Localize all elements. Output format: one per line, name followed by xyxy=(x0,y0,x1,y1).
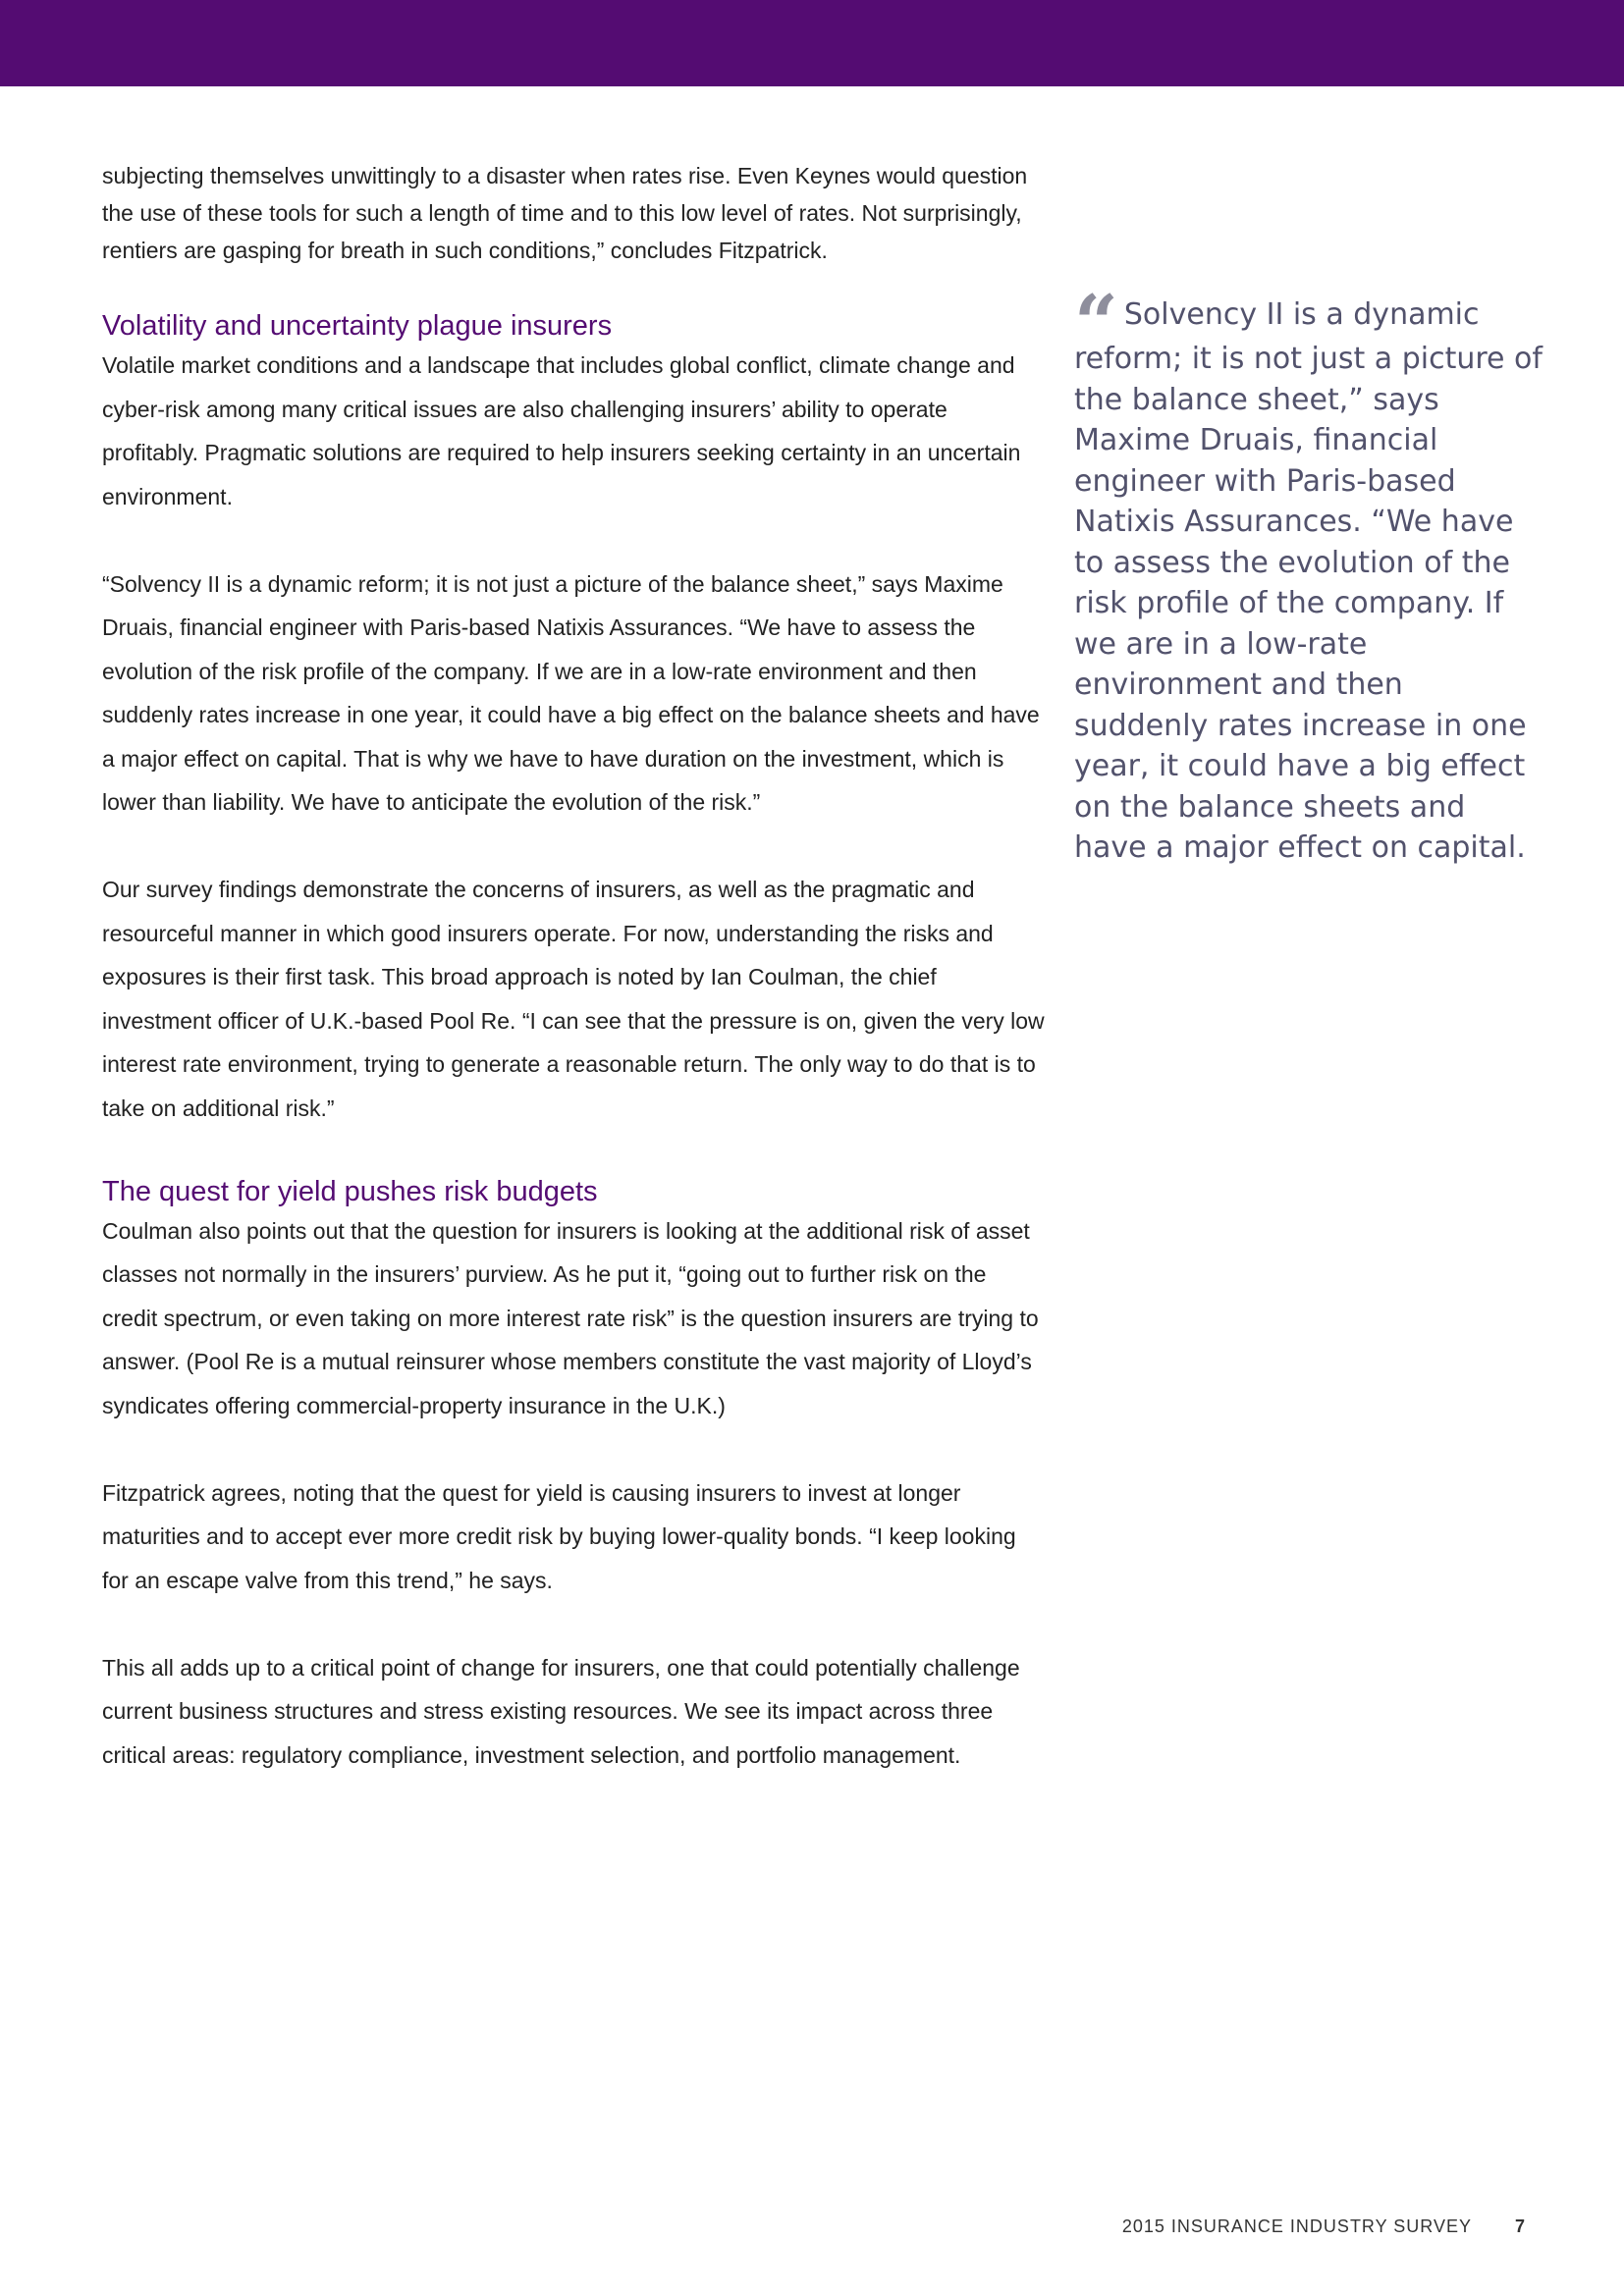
paragraph: Coulman also points out that the question for insurers is looking at the additional risk of asset classes not normally in the insurers’ purview. As he put it, “going out to further risk on the credit spectrum, or even taking on more interest rate risk” is the question insurers are trying to answer. (Pool Re is a mutual reinsurer whose members constitute the vast majority of Lloyd’s syndicates offering commercial-property insurance in the U.K.) xyxy=(102,1217,1039,1418)
header-bar xyxy=(0,0,1624,86)
paragraph: Fitzpatrick agrees, noting that the quest for yield is causing insurers to invest at longer maturities and to accept ever more credit risk by buying lower-quality bonds. “I keep looking for an escape valve from this trend,” he says. xyxy=(102,1479,1016,1593)
pull-quote xyxy=(1074,279,1545,869)
footer-publication-title: 2015 INSURANCE INDUSTRY SURVEY xyxy=(1121,2216,1472,2236)
pull-quote-sidebar xyxy=(1074,279,1545,869)
article-body xyxy=(102,157,1045,1821)
section-heading-volatility: Volatility and uncertainty plague insurers xyxy=(102,310,613,342)
paragraph: “Solvency II is a dynamic reform; it is not just a picture of the balance sheet,” says Maxime Druais, financial engineer with Paris-based Natixis Assurances. “We have to assess the evolution of the risk profile of the company. If we are in a low-rate environment and then suddenly rates increase in one year, it could have a big effect on the balance sheets and have a major effect on capital. That is why we have to have duration on the investment, which is lower than liability. We have to anticipate the evolution of the risk.” xyxy=(102,570,1040,815)
intro-paragraph: subjecting themselves unwittingly to a disaster when rates rise. Even Keynes would question the use of these tools for such a length of time and to this low level of rates. Not surprisingly, rentiers are gasping for breath in such conditions,” concludes Fitzpatrick. xyxy=(102,163,1028,263)
paragraph: Volatile market conditions and a landscape that includes global conflict, climate change and cyber-risk among many critical issues are also challenging insurers’ ability to operate profitably. Pragmatic solutions are required to help insurers seeking certainty in an uncertain environment. xyxy=(102,352,1021,509)
quote-mark-icon: “ xyxy=(1074,279,1118,368)
page-number: 7 xyxy=(1514,2216,1526,2236)
paragraph: This all adds up to a critical point of change for insurers, one that could potentially challenge current business structures and stress existing resources. We see its impact across three critical areas: regulatory compliance, investment selection, and portfolio management. xyxy=(102,1654,1020,1768)
pull-quote-text: Solvency II is a dynamic reform; it is not just a picture of the balance sheet,” says Maxime Druais, financial engineer with Paris-based Natixis Assurances. “We have to assess the evolution of the risk profile of the company. If we are in a low-rate environment and then suddenly rates increase in one year, it could have a big effect on the balance sheets and have a major effect on capital. xyxy=(1074,297,1543,865)
section-heading-quest-for-yield: The quest for yield pushes risk budgets xyxy=(102,1175,598,1207)
page-footer xyxy=(1122,2216,1526,2237)
paragraph: Our survey findings demonstrate the concerns of insurers, as well as the pragmatic and resourceful manner in which good insurers operate. For now, understanding the risks and exposures is their first task. This broad approach is noted by Ian Coulman, the chief investment officer of U.K.-based Pool Re. “I can see that the pressure is on, given the very low interest rate environment, trying to generate a reasonable return. The only way to do that is to take on additional risk.” xyxy=(102,877,1045,1121)
